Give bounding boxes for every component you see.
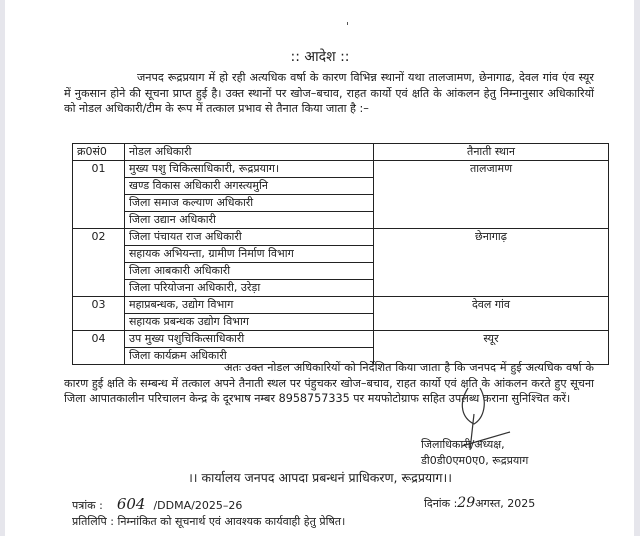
table-row xyxy=(73,297,609,314)
date-label: दिनांक : xyxy=(424,497,458,510)
officer-cell: जिला समाज कल्याण अधिकारी xyxy=(125,195,374,212)
serial-cell: 04 xyxy=(73,331,125,365)
nodal-officer-table xyxy=(72,143,609,365)
officer-cell: जिला उद्यान अधिकारी xyxy=(125,212,374,229)
office-heading: ।। कार्यालय जनपद आपदा प्रबन्धनं प्राधिकरण, रूद्रप्रयाग।। xyxy=(188,470,452,485)
location-cell: तालजामण xyxy=(374,161,609,229)
order-paragraph-1 xyxy=(64,70,594,117)
header-location: तैनाती स्थान xyxy=(374,144,609,161)
date-month-year: अगस्त, 2025 xyxy=(475,497,536,510)
location-cell: स्यूर xyxy=(374,331,609,365)
reference-line xyxy=(72,495,242,513)
right-scrollbar[interactable] xyxy=(634,0,640,536)
location-cell: देवल गांव xyxy=(374,297,609,331)
officer-cell: मुख्य पशु चिकित्साधिकारी, रूद्रप्रयाग। xyxy=(125,161,374,178)
officer-cell: जिला परियोजना अधिकारी, उरेड़ा xyxy=(125,280,374,297)
stray-mark xyxy=(347,22,348,25)
reference-number: 604 xyxy=(116,495,146,513)
serial-cell: 02 xyxy=(73,229,125,297)
officer-cell: खण्ड विकास अधिकारी अगस्त्यमुनि xyxy=(125,178,374,195)
signatory-office: डी0डी0एम0ए0, रूद्रप्रयाग xyxy=(421,454,529,467)
table-row xyxy=(73,331,609,348)
table-row xyxy=(73,161,609,178)
serial-cell: 01 xyxy=(73,161,125,229)
officer-cell: सहायक प्रबन्धक उद्योग विभाग xyxy=(125,314,374,331)
officer-cell: जिला आबकारी अधिकारी xyxy=(125,263,374,280)
officer-cell: सहायक अभियन्ता, ग्रामीण निर्माण विभाग xyxy=(125,246,374,263)
order-title: :: आदेश :: xyxy=(290,49,350,65)
date-day: 29 xyxy=(457,495,476,511)
date-line xyxy=(424,495,535,511)
table-header-row xyxy=(73,144,609,161)
serial-cell: 03 xyxy=(73,297,125,331)
header-officer: नोडल अधिकारी xyxy=(125,144,374,161)
left-page-edge xyxy=(0,0,5,536)
officer-cell: उप मुख्य पशुचिकित्साधिकारी xyxy=(125,331,374,348)
header-serial: क्र0सं0 xyxy=(73,144,125,161)
location-cell: छेनागाढ़ xyxy=(374,229,609,297)
reference-suffix: /DDMA/2025–26 xyxy=(153,499,243,512)
officer-cell: जिला कार्यक्रम अधिकारी xyxy=(125,348,374,365)
officer-cell: महाप्रबन्धक, उद्योग विभाग xyxy=(125,297,374,314)
officer-cell: जिला पंचायत राज अधिकारी xyxy=(125,229,374,246)
signatory-designation: जिलाधिकारी/अध्यक्ष, xyxy=(421,438,505,451)
order-paragraph-2-text: अतः उक्त नोडल अधिकारियों को निर्देशित किया जाता है कि जनपद में हुई अत्यधिक वर्षा के कारण हुई क्षति के सम्बन्ध में तत्काल अपने तैनाती स्थल पर पंहुचकर खोज–बचाव, राहत कार्यो एवं क्षति के आंकलन करते हुए सूचना जिला आपातकालीन परिचालन केन्द्र के दूरभाष नम्बर 8958757335 पर मयफोटोग्राफ सहित उपलब्ध कराना सुनिश्चित करें। xyxy=(64,361,594,406)
order-paragraph-1-text: जनपद रूद्रप्रयाग में हो रही अत्यधिक वर्षा के कारण विभिन्न स्थानों यथा तालजामण, छेनागाढ, देवल गांव एंव स्यूर में नुकसान होने की सूचना प्राप्त हुई है। उक्त स्थानों पर खोज–बचाव, राहत कार्यो एवं क्षति के आंकलन हेतु निम्नानुसार अधिकारियों को नोडल अधिकारी/टीम के रूप में तत्काल प्रभाव से तैनात किया जाता है :– xyxy=(64,71,594,116)
copy-to-line: प्रतिलिपि : निम्नांकित को सूचनार्थ एवं आवश्यक कार्यवाही हेतु प्रेषित। xyxy=(72,515,346,528)
table-row xyxy=(73,229,609,246)
reference-label: पत्रांक : xyxy=(72,499,103,512)
